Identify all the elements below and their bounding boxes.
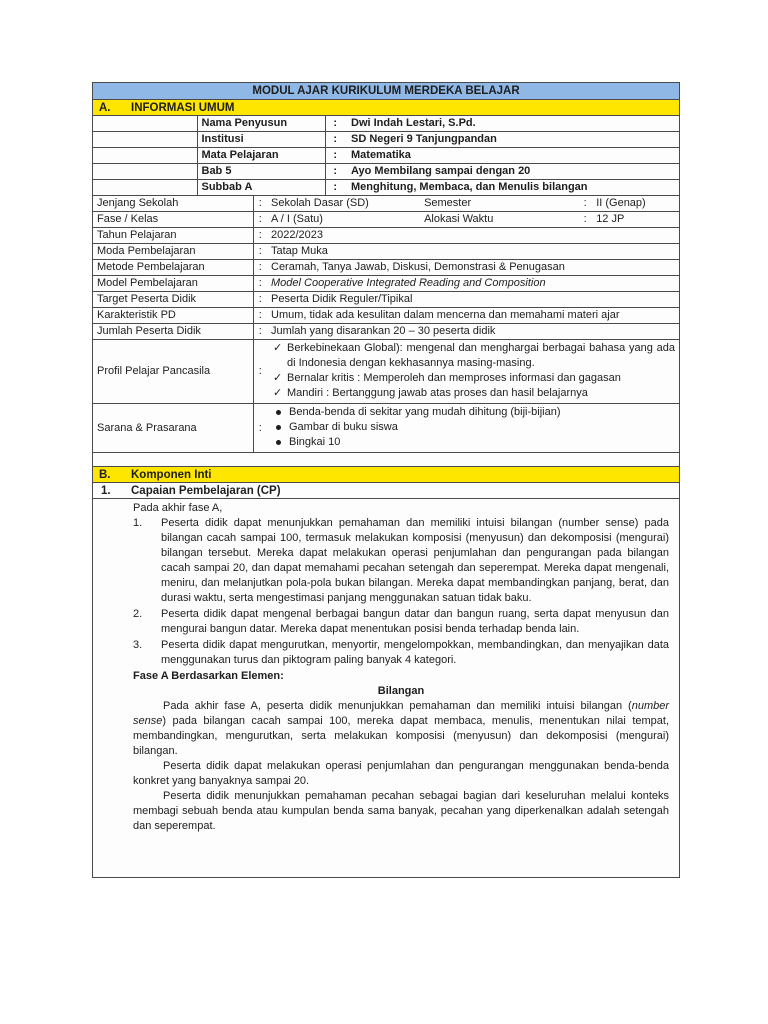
identity-value: Dwi Indah Lestari, S.Pd. (345, 116, 679, 132)
info-label: Target Peserta Didik (93, 292, 253, 308)
list-item (271, 435, 675, 450)
identity-table (93, 116, 679, 196)
info-value: Jumlah yang disarankan 20 – 30 peserta didik (267, 324, 679, 340)
identity-label: Institusi (197, 132, 325, 148)
check-icon: ✓ (273, 387, 283, 399)
list-item (271, 386, 675, 401)
info-label: Jumlah Peserta Didik (93, 324, 253, 340)
identity-colon: : (325, 132, 345, 148)
identity-row (93, 116, 679, 132)
bullet-icon (276, 425, 281, 430)
info-label: Fase / Kelas (93, 212, 253, 228)
paragraph-text: ) pada bilangan cacah sampai 100, mereka dapat membaca, menulis, menentukan nilai tempat, membandingkan, mengurutkan, serta melakukan komposisi (menyusun) dan dekomposisi (mengurai) bilangan. (133, 715, 669, 757)
item-number: 2. (133, 608, 143, 620)
info-row-karakteristik (93, 308, 679, 324)
paragraph (133, 699, 669, 759)
identity-value: Matematika (345, 148, 679, 164)
item-text: Peserta didik dapat mengenal berbagai bangun datar dan bangun ruang, serta dapat menyusun dan mengurai bangun datar. Mereka dapat menentukan posisi benda terhadap benda lain. (161, 608, 669, 635)
info-label: Tahun Pelajaran (93, 228, 253, 244)
info-row-target (93, 292, 679, 308)
list-item (133, 607, 669, 637)
sarana-item-text: Gambar di buku siswa (289, 421, 398, 433)
section-b-title: Komponen Inti (131, 469, 212, 481)
cp-number: 1. (101, 485, 111, 497)
item-text: Peserta didik dapat mengurutkan, menyortir, mengelompokkan, membandingkan, dan menyajikan data menggunakan turus dan piktogram paling banyak 4 kategori. (161, 639, 669, 666)
paragraph-text: Pada akhir fase A, peserta didik menunjukkan pemahaman dan memiliki intuisi bilangan ( (163, 700, 632, 712)
profil-item-text: Berkebinekaan Global): mengenal dan menghargai berbagai bahasa yang ada di Indonesia dengan kekhasannya masing-masing. (287, 342, 675, 369)
info-label: Jenjang Sekolah (93, 196, 253, 212)
identity-value: Menghitung, Membaca, dan Menulis bilangan (345, 180, 679, 196)
info-colon: : (253, 292, 267, 308)
item-number: 3. (133, 639, 143, 651)
info-value: Peserta Didik Reguler/Tipikal (267, 292, 679, 308)
identity-label: Mata Pelajaran (197, 148, 325, 164)
identity-row (93, 148, 679, 164)
identity-value: Ayo Membilang sampai dengan 20 (345, 164, 679, 180)
info-value: Tatap Muka (267, 244, 679, 260)
info-colon: : (253, 212, 267, 228)
info-colon: : (583, 213, 587, 225)
list-item (271, 405, 675, 420)
identity-label: Bab 5 (197, 164, 325, 180)
info-row-jumlah (93, 324, 679, 340)
cp-header (93, 483, 679, 499)
identity-colon: : (325, 116, 345, 132)
info-colon: : (253, 228, 267, 244)
list-item (271, 341, 675, 371)
cp-intro: Pada akhir fase A, (133, 502, 223, 514)
check-icon: ✓ (273, 342, 283, 354)
semester-value: II (Genap) (596, 197, 646, 209)
profil-item-text: Mandiri : Bertanggung jawab atas proses dan hasil belajarnya (287, 387, 588, 399)
paragraph: Peserta didik dapat melakukan operasi penjumlahan dan pengurangan menggunakan benda-benda konkret yang banyaknya sampai 20. (133, 760, 669, 787)
sarana-item-text: Bingkai 10 (289, 436, 341, 448)
info-value: Model Cooperative Integrated Reading and Composition (267, 276, 679, 292)
info-value: A / I (Satu) (271, 213, 323, 225)
info-row-model (93, 276, 679, 292)
profil-list (267, 340, 679, 403)
section-a-title: INFORMASI UMUM (131, 102, 235, 114)
section-b-header (93, 467, 679, 483)
list-item (271, 371, 675, 386)
info-row-sarana (93, 404, 679, 453)
info-colon: : (253, 324, 267, 340)
section-b-letter: B. (99, 469, 111, 481)
section-a-letter: A. (99, 102, 111, 114)
info-row-jenjang (93, 196, 679, 212)
list-item (133, 516, 669, 606)
identity-colon: : (325, 148, 345, 164)
semester-label: Semester (424, 197, 472, 209)
section-a-header (93, 100, 679, 116)
info-label: Sarana & Prasarana (93, 404, 253, 453)
identity-label: Nama Penyusun (197, 116, 325, 132)
info-label: Profil Pelajar Pancasila (93, 340, 253, 404)
paragraph: Peserta didik menunjukkan pemahaman pecahan sebagai bagian dari keseluruhan melalui konteks membagi sebuah benda atau kumpulan benda sama banyak, pecahan yang diperkenalkan adalah setengah dan seperempat. (133, 790, 669, 832)
info-label: Metode Pembelajaran (93, 260, 253, 276)
info-label: Model Pembelajaran (93, 276, 253, 292)
cp-body (93, 499, 679, 834)
item-text: Peserta didik dapat menunjukkan pemahaman dan memiliki intuisi bilangan (number sense) pada bilangan cacah sampai 100, termasuk melakukan komposisi (menyusun) dan dekomposisi (mengurai) bilangan tersebut. Mereka dapat melakukan operasi penjumlahan dan pengurangan pada bilangan cacah sampai 20, dan dapat memahami pecahan setengah dan seperempat. Mereka dapat mengenali, meniru, dan melanjutkan pola-pola bukan bilangan. Mereka dapat membandingkan panjang, berat, dan durasi waktu, serta mengestimasi panjang menggunakan satuan tidak baku. (161, 517, 669, 604)
info-colon: : (253, 260, 267, 276)
spacer-row (93, 453, 679, 467)
cp-title: Capaian Pembelajaran (CP) (131, 485, 281, 497)
check-icon: ✓ (273, 372, 283, 384)
info-row-moda (93, 244, 679, 260)
info-colon: : (253, 276, 267, 292)
module-document (92, 82, 680, 878)
info-colon: : (253, 404, 267, 453)
identity-colon: : (325, 164, 345, 180)
bullet-icon (276, 410, 281, 415)
info-colon: : (253, 340, 267, 404)
element-heading: Bilangan (377, 685, 425, 697)
paragraph-emphasis: number sense (133, 700, 669, 727)
list-item (133, 638, 669, 668)
item-number: 1. (133, 517, 143, 529)
identity-colon: : (325, 180, 345, 196)
info-colon: : (583, 197, 587, 209)
info-value: Ceramah, Tanya Jawab, Diskusi, Demonstrasi & Penugasan (267, 260, 679, 276)
identity-row (93, 132, 679, 148)
alokasi-label: Alokasi Waktu (424, 213, 494, 225)
alokasi-value: 12 JP (596, 213, 625, 225)
sarana-item-text: Benda-benda di sekitar yang mudah dihitung (biji-bijian) (289, 406, 561, 418)
info-value: Sekolah Dasar (SD) (271, 197, 369, 209)
info-label: Karakteristik PD (93, 308, 253, 324)
document-title: MODUL AJAR KURIKULUM MERDEKA BELAJAR (93, 83, 679, 100)
identity-label: Subbab A (197, 180, 325, 196)
info-row-tahun (93, 228, 679, 244)
info-value: 2022/2023 (267, 228, 679, 244)
identity-value: SD Negeri 9 Tanjungpandan (345, 132, 679, 148)
info-colon: : (253, 308, 267, 324)
info-colon: : (253, 244, 267, 260)
general-info-table (93, 196, 679, 467)
info-colon: : (253, 196, 267, 212)
info-label: Moda Pembelajaran (93, 244, 253, 260)
info-value: Umum, tidak ada kesulitan dalam mencerna dan memahami materi ajar (267, 308, 679, 324)
sarana-list (267, 404, 679, 452)
info-row-profil (93, 340, 679, 404)
info-row-fase (93, 212, 679, 228)
cp-list (133, 516, 669, 668)
info-row-metode (93, 260, 679, 276)
list-item (271, 420, 675, 435)
bullet-icon (276, 440, 281, 445)
identity-row (93, 180, 679, 196)
identity-row (93, 164, 679, 180)
fase-heading: Fase A Berdasarkan Elemen: (133, 670, 284, 682)
profil-item-text: Bernalar kritis : Memperoleh dan memproses informasi dan gagasan (287, 372, 621, 384)
